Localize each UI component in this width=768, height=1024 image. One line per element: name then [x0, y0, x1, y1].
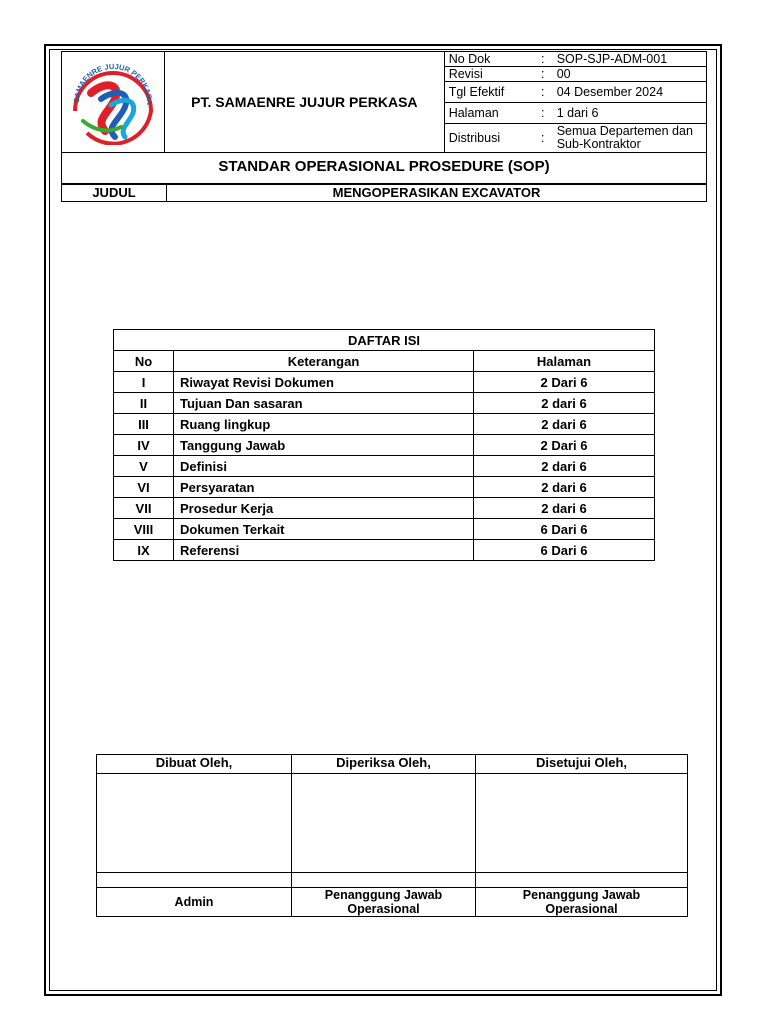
toc-page: 2 Dari 6 [474, 372, 655, 393]
distribution [553, 124, 706, 152]
signature-date-cell [476, 873, 688, 888]
signature-box [476, 774, 688, 873]
toc-number: IV [114, 435, 174, 456]
signature-header-row [97, 755, 688, 774]
toc-description: Tujuan Dan sasaran [174, 393, 474, 414]
toc-header-row [114, 351, 655, 372]
prepared-by-name [97, 888, 292, 917]
toc-page: 2 dari 6 [474, 498, 655, 519]
effective-date: 04 Desember 2024 [553, 82, 706, 103]
toc-page: 2 dari 6 [474, 414, 655, 435]
toc-number: VII [114, 498, 174, 519]
toc-page: 2 dari 6 [474, 477, 655, 498]
doc-info-key: No Dok [445, 52, 533, 67]
doc-info-colon: : [533, 82, 553, 103]
logo-cell [62, 52, 165, 153]
signatory-role: Operasional [347, 902, 420, 916]
doc-info-colon: : [533, 103, 553, 124]
toc-row [114, 477, 655, 498]
signature-name-row [97, 888, 688, 917]
toc-row [114, 519, 655, 540]
toc-row [114, 435, 655, 456]
prepared-by-header: Dibuat Oleh, [97, 755, 292, 774]
logo-text: SAMAENRE JUJUR PERKASA [71, 62, 155, 106]
toc-column-header: Keterangan [174, 351, 474, 372]
toc-description: Prosedur Kerja [174, 498, 474, 519]
doc-info-colon: : [540, 130, 545, 145]
signatory-role: Operasional [545, 902, 618, 916]
toc-description: Referensi [174, 540, 474, 561]
signatory-role: Admin [174, 895, 214, 909]
toc-number: VI [114, 477, 174, 498]
table-of-contents [113, 329, 655, 561]
toc-number: V [114, 456, 174, 477]
approved-by-header: Disetujui Oleh, [476, 755, 688, 774]
signature-table [96, 754, 688, 917]
toc-row [114, 540, 655, 561]
toc-number: III [114, 414, 174, 435]
signature-space-row [97, 774, 688, 873]
doc-info-table [445, 52, 706, 152]
doc-info-colon: : [533, 67, 553, 82]
toc-number: VIII [114, 519, 174, 540]
toc-page: 2 Dari 6 [474, 435, 655, 456]
doc-number: SOP-SJP-ADM-001 [553, 52, 706, 67]
doc-info-row [445, 67, 706, 82]
doc-info-key: Revisi [445, 67, 533, 82]
toc-description: Definisi [174, 456, 474, 477]
toc-number: II [114, 393, 174, 414]
signature-date-cell [292, 873, 476, 888]
signature-box [292, 774, 476, 873]
page-number: 1 dari 6 [553, 103, 706, 124]
doc-info-row [445, 103, 706, 124]
doc-info-key: Halaman [445, 103, 533, 124]
toc-number: IX [114, 540, 174, 561]
toc-description: Riwayat Revisi Dokumen [174, 372, 474, 393]
distribution-line: Sub-Kontraktor [556, 136, 641, 151]
doc-info-row [445, 52, 706, 67]
distribution-line: Semua Departemen dan [556, 123, 693, 138]
signature-box [97, 774, 292, 873]
toc-description: Persyaratan [174, 477, 474, 498]
judul-label: JUDUL [62, 185, 167, 201]
toc-description: Tanggung Jawab [174, 435, 474, 456]
toc-page: 2 dari 6 [474, 393, 655, 414]
company-logo [65, 53, 161, 145]
toc-page: 2 dari 6 [474, 456, 655, 477]
toc-row [114, 393, 655, 414]
toc-description: Ruang lingkup [174, 414, 474, 435]
judul-row [61, 184, 707, 202]
doc-info-key: Tgl Efektif [445, 82, 533, 103]
signature-date-row [97, 873, 688, 888]
document-header [61, 51, 707, 153]
signatory-role: Penanggung Jawab [522, 888, 641, 902]
doc-info-row [445, 124, 706, 152]
checked-by-name [292, 888, 476, 917]
toc-row [114, 456, 655, 477]
checked-by-header: Diperiksa Oleh, [292, 755, 476, 774]
toc-description: Dokumen Terkait [174, 519, 474, 540]
toc-title: DAFTAR ISI [114, 330, 655, 351]
doc-info-key: Distribusi [448, 130, 501, 145]
toc-body [114, 372, 655, 561]
approved-by-name [476, 888, 688, 917]
judul-value: MENGOPERASIKAN EXCAVATOR [332, 185, 541, 200]
signature-date-cell [97, 873, 292, 888]
toc-page: 6 Dari 6 [474, 540, 655, 561]
sop-title: STANDAR OPERASIONAL PROSEDURE (SOP) [61, 150, 707, 184]
signatory-role: Penanggung Jawab [324, 888, 443, 902]
toc-row [114, 372, 655, 393]
toc-column-header: No [114, 351, 174, 372]
toc-row [114, 414, 655, 435]
toc-page: 6 Dari 6 [474, 519, 655, 540]
toc-column-header: Halaman [474, 351, 655, 372]
company-name: PT. SAMAENRE JUJUR PERKASA [164, 52, 444, 153]
doc-info-row [445, 82, 706, 103]
revision-number: 00 [553, 67, 706, 82]
doc-info-colon: : [533, 52, 553, 67]
doc-info-cell [444, 52, 706, 153]
toc-row [114, 498, 655, 519]
toc-number: I [114, 372, 174, 393]
